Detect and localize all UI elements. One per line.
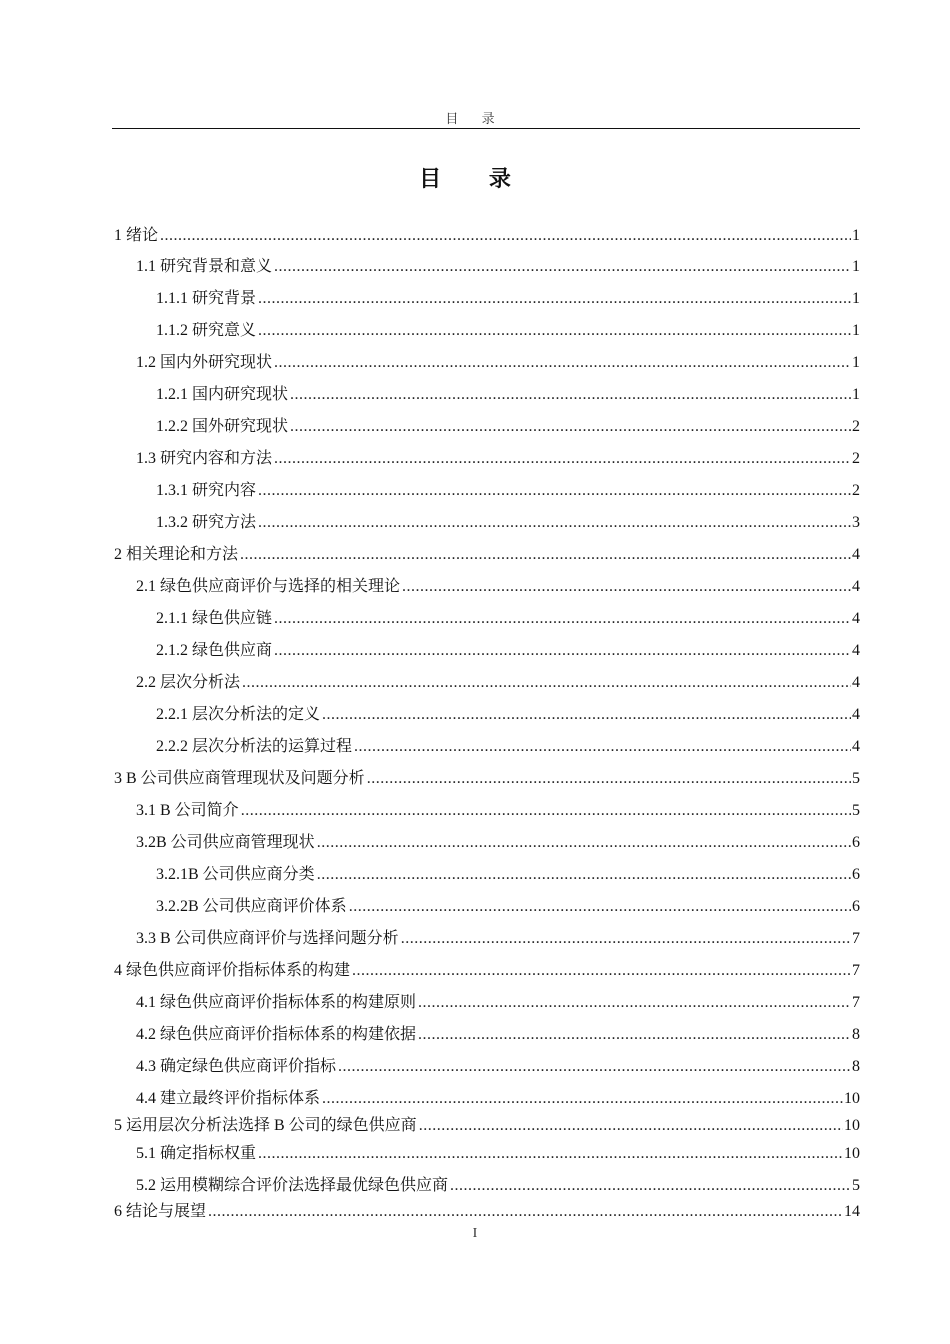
toc-entry-label: 3.2B 公司供应商管理现状 <box>136 834 315 851</box>
toc-entry-page-number: 3 <box>852 514 860 531</box>
dot-leader <box>240 543 851 567</box>
toc-entry-label: 1.3.2 研究方法 <box>156 514 257 531</box>
toc-entry-page-number: 7 <box>852 962 860 979</box>
toc-entry-page-number: 4 <box>852 738 860 755</box>
dot-leader <box>352 959 851 983</box>
toc-entry-label: 3 B 公司供应商管理现状及问题分析 <box>114 770 365 787</box>
dot-leader <box>418 1023 851 1047</box>
dot-leader <box>322 703 851 727</box>
toc-entry[interactable] <box>114 607 860 631</box>
toc-entry-label: 1.1.2 研究意义 <box>156 322 257 339</box>
toc-entry-page-number: 8 <box>852 1058 860 1075</box>
dot-leader <box>258 511 851 535</box>
toc-entry-label: 1.1.1 研究背景 <box>156 290 257 307</box>
toc-entry-page-number: 4 <box>852 546 860 563</box>
dot-leader <box>402 575 851 599</box>
toc-entry-page-number: 1 <box>852 227 860 244</box>
toc-entry-page-number: 6 <box>852 898 860 915</box>
dot-leader <box>317 863 851 887</box>
toc-entry-page-number: 5 <box>852 1177 860 1194</box>
toc-entry-label: 2.1.2 绿色供应商 <box>156 642 273 659</box>
toc-entry[interactable] <box>114 511 860 535</box>
toc-entry-page-number: 10 <box>844 1145 860 1162</box>
toc-entry-label: 6 结论与展望 <box>114 1203 207 1220</box>
toc-entry[interactable] <box>114 863 860 887</box>
dot-leader <box>418 991 851 1015</box>
dot-leader <box>317 831 851 855</box>
toc-entry[interactable] <box>114 383 860 407</box>
toc-entry[interactable] <box>114 224 860 248</box>
toc-entry-label: 1.1 研究背景和意义 <box>136 258 273 275</box>
toc-entry[interactable] <box>114 415 860 439</box>
dot-leader <box>322 1087 843 1111</box>
toc-entry-label: 4 绿色供应商评价指标体系的构建 <box>114 962 351 979</box>
dot-leader <box>419 1114 843 1138</box>
toc-entry[interactable] <box>114 447 860 471</box>
toc-entry[interactable] <box>114 575 860 599</box>
dot-leader <box>354 735 851 759</box>
toc-entry-label: 1.2.2 国外研究现状 <box>156 418 289 435</box>
dot-leader <box>258 287 851 311</box>
toc-entry[interactable] <box>114 1114 860 1138</box>
toc-entry-page-number: 4 <box>852 642 860 659</box>
toc-entry[interactable] <box>114 991 860 1015</box>
footer-page-number: I <box>472 1226 478 1241</box>
toc-entry-label: 5 运用层次分析法选择 B 公司的绿色供应商 <box>114 1117 417 1134</box>
toc-entry-label: 1.2 国内外研究现状 <box>136 354 273 371</box>
toc-entry-label: 1.3 研究内容和方法 <box>136 450 273 467</box>
toc-entry-label: 2.2 层次分析法 <box>136 674 241 691</box>
toc-entry-page-number: 4 <box>852 578 860 595</box>
toc-entry-page-number: 1 <box>852 354 860 371</box>
toc-entry-page-number: 1 <box>852 258 860 275</box>
toc-entry-page-number: 7 <box>852 994 860 1011</box>
toc-entry-page-number: 7 <box>852 930 860 947</box>
dot-leader <box>160 224 851 248</box>
toc-entry-page-number: 1 <box>852 322 860 339</box>
toc-entry-page-number: 4 <box>852 610 860 627</box>
toc-entry[interactable] <box>114 1142 860 1166</box>
dot-leader <box>258 479 851 503</box>
toc-entry-label: 1 绪论 <box>114 227 159 244</box>
toc-entry[interactable] <box>114 1200 860 1224</box>
dot-leader <box>258 319 851 343</box>
toc-entry[interactable] <box>114 767 860 791</box>
toc-entry-label: 2.1 绿色供应商评价与选择的相关理论 <box>136 578 401 595</box>
toc-entry-page-number: 10 <box>844 1117 860 1134</box>
toc-entry-page-number: 4 <box>852 706 860 723</box>
toc-entry[interactable] <box>114 799 860 823</box>
toc-entry[interactable] <box>114 895 860 919</box>
toc-entry[interactable] <box>114 255 860 279</box>
dot-leader <box>274 607 851 631</box>
toc-entry[interactable] <box>114 639 860 663</box>
toc-entry[interactable] <box>114 1023 860 1047</box>
toc-entry-label: 4.4 建立最终评价指标体系 <box>136 1090 321 1107</box>
dot-leader <box>274 447 851 471</box>
toc-entry-label: 4.3 确定绿色供应商评价指标 <box>136 1058 337 1075</box>
toc-entry-label: 5.1 确定指标权重 <box>136 1145 257 1162</box>
toc-entry-label: 2.1.1 绿色供应链 <box>156 610 273 627</box>
toc-entry[interactable] <box>114 703 860 727</box>
toc-entry-label: 4.2 绿色供应商评价指标体系的构建依据 <box>136 1026 417 1043</box>
dot-leader <box>338 1055 851 1079</box>
toc-entry-page-number: 4 <box>852 674 860 691</box>
toc-entry[interactable] <box>114 287 860 311</box>
toc-entry[interactable] <box>114 831 860 855</box>
toc-entry[interactable] <box>114 479 860 503</box>
toc-entry-page-number: 6 <box>852 866 860 883</box>
toc-entry[interactable] <box>114 927 860 951</box>
dot-leader <box>208 1200 843 1224</box>
toc-entry-label: 3.1 B 公司简介 <box>136 802 239 819</box>
toc-entry-page-number: 5 <box>852 770 860 787</box>
toc-entry-page-number: 1 <box>852 290 860 307</box>
running-header: 目 录 <box>445 111 505 126</box>
toc-entry[interactable] <box>114 319 860 343</box>
toc-entry-page-number: 8 <box>852 1026 860 1043</box>
toc-entry-page-number: 14 <box>844 1203 860 1220</box>
toc-entry-page-number: 5 <box>852 802 860 819</box>
dot-leader <box>290 383 851 407</box>
toc-entry[interactable] <box>114 1174 860 1198</box>
dot-leader <box>367 767 851 791</box>
dot-leader <box>401 927 851 951</box>
toc-entry[interactable] <box>114 351 860 375</box>
toc-entry-page-number: 2 <box>852 450 860 467</box>
header-rule <box>112 128 860 129</box>
toc-entry-label: 5.2 运用模糊综合评价法选择最优绿色供应商 <box>136 1177 449 1194</box>
toc-entry-label: 3.3 B 公司供应商评价与选择问题分析 <box>136 930 399 947</box>
toc-entry-page-number: 2 <box>852 418 860 435</box>
dot-leader <box>290 415 851 439</box>
dot-leader <box>274 639 851 663</box>
toc-entry-label: 2.2.2 层次分析法的运算过程 <box>156 738 353 755</box>
dot-leader <box>274 255 851 279</box>
dot-leader <box>349 895 851 919</box>
toc-entry-page-number: 2 <box>852 482 860 499</box>
toc-entry[interactable] <box>114 735 860 759</box>
toc-entry-label: 3.2.2B 公司供应商评价体系 <box>156 898 347 915</box>
dot-leader <box>274 351 851 375</box>
toc-entry[interactable] <box>114 1087 860 1111</box>
toc-entry-page-number: 1 <box>852 386 860 403</box>
toc-entry[interactable] <box>114 671 860 695</box>
toc-entry[interactable] <box>114 959 860 983</box>
toc-entry-label: 4.1 绿色供应商评价指标体系的构建原则 <box>136 994 417 1011</box>
toc-entry[interactable] <box>114 543 860 567</box>
page-title: 目 录 <box>419 167 531 192</box>
toc-entry-page-number: 6 <box>852 834 860 851</box>
dot-leader <box>450 1174 851 1198</box>
toc-entry-label: 2.2.1 层次分析法的定义 <box>156 706 321 723</box>
toc-entry-label: 1.3.1 研究内容 <box>156 482 257 499</box>
toc-entry[interactable] <box>114 1055 860 1079</box>
dot-leader <box>242 671 851 695</box>
dot-leader <box>258 1142 843 1166</box>
dot-leader <box>241 799 851 823</box>
toc-entry-page-number: 10 <box>844 1090 860 1107</box>
toc-entry-label: 3.2.1B 公司供应商分类 <box>156 866 315 883</box>
toc-entry-label: 1.2.1 国内研究现状 <box>156 386 289 403</box>
toc-entry-label: 2 相关理论和方法 <box>114 546 239 563</box>
